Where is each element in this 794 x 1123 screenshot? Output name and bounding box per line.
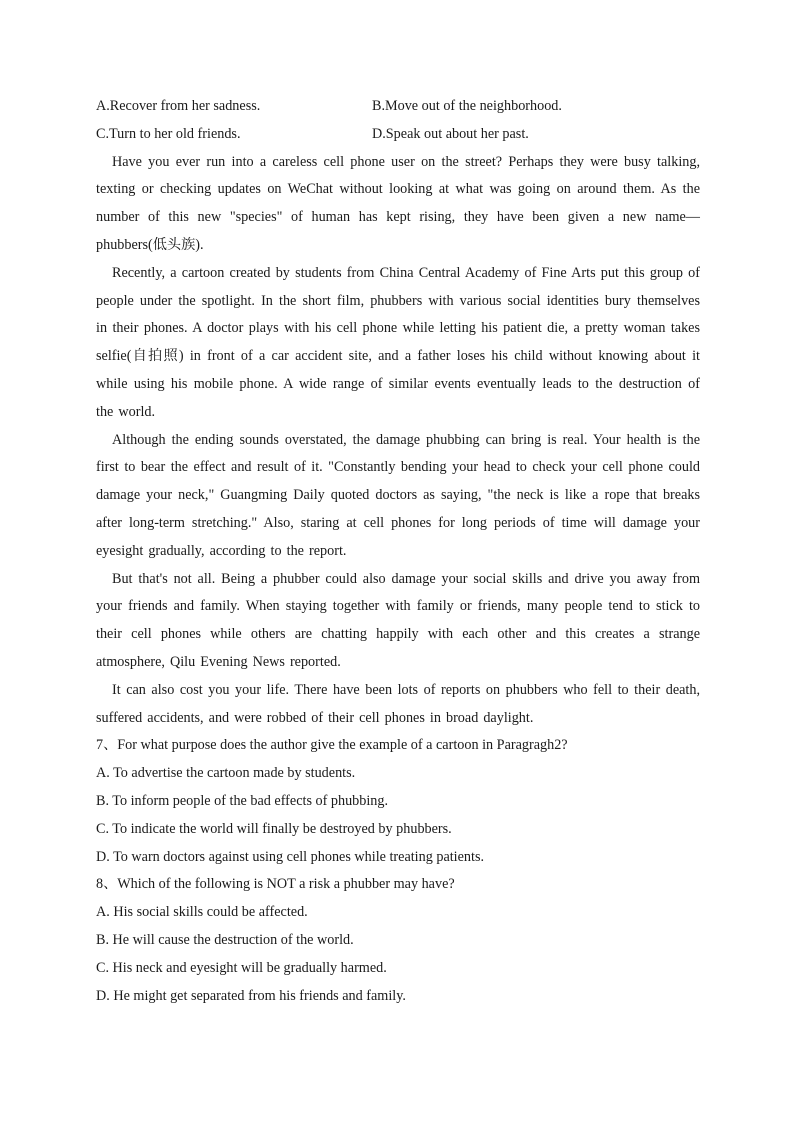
previous-options-row-2: [96, 121, 700, 149]
document-page: [96, 93, 700, 1010]
previous-option-a: A.Recover from her sadness.: [96, 98, 261, 114]
question-8-options: [96, 899, 700, 1010]
previous-option-c: C.Turn to her old friends.: [96, 125, 241, 142]
passage-paragraph-3: Although the ending sounds overstated, the damage phubbing can bring is real. Your health is the first to bear the effect and result of it. "Constantly bending your head to check your cell phone could damage your neck," Guangming Daily quoted doctors as saying, "the neck is like a rope that breaks after long-term stretching." Also, staring at cell phones for long periods of time will damage your eyesight gradually, according to the report.: [96, 431, 700, 559]
question-7-option-b: B. To inform people of the bad effects of phubbing.: [96, 792, 389, 809]
question-8-option-d: D. He might get separated from his friends and family.: [96, 987, 406, 1004]
question-8-option-a: A. His social skills could be affected.: [96, 904, 308, 921]
question-7-stem: 7、For what purpose does the author give the example of a cartoon in Paragragh2?: [96, 737, 568, 754]
question-7-option-d: D. To warn doctors against using cell phones while treating patients.: [96, 848, 485, 865]
previous-option-b: B.Move out of the neighborhood.: [372, 98, 562, 114]
question-7-options: [96, 760, 700, 871]
question-7-option-c: C. To indicate the world will finally be destroyed by phubbers.: [96, 820, 452, 837]
question-8-option-c: C. His neck and eyesight will be gradually harmed.: [96, 959, 387, 976]
previous-option-d: D.Speak out about her past.: [372, 125, 529, 142]
passage-paragraph-5: It can also cost you your life. There have been lots of reports on phubbers who fell to their death, suffered accidents, and were robbed of their cell phones in broad daylight.: [96, 681, 700, 726]
passage-paragraph-2: Recently, a cartoon created by students from China Central Academy of Fine Arts put this group of people under the spotlight. In the short film, phubbers with various social identities bury themselves in their phones. A doctor plays with his cell phone while letting his patient die, a pretty woman takes selfie(自拍照) in front of a car accident site, and a father loses his child without knowing about it while using his mobile phone. A wide range of similar events eventually leads to the destruction of the world.: [96, 264, 700, 420]
question-8-stem: 8、Which of the following is NOT a risk a phubber may have?: [96, 876, 455, 893]
question-7-option-a: A. To advertise the cartoon made by students.: [96, 765, 356, 782]
previous-options-row-1: [96, 93, 700, 121]
passage-paragraph-4: But that's not all. Being a phubber could also damage your social skills and drive you away from your friends and family. When staying together with family or friends, many people tend to stick to their cell phones while others are chatting happily with each other and this creates a strange atmosphere, Qilu Evening News reported.: [96, 570, 700, 670]
passage-paragraph-1: Have you ever run into a careless cell phone user on the street? Perhaps they were busy talking, texting or checking updates on WeChat without looking at what was going on around them. As the number of this new "species" of human has kept rising, they have been given a new name—phubbers(低头族).: [96, 153, 700, 253]
question-8-option-b: B. He will cause the destruction of the world.: [96, 931, 354, 948]
